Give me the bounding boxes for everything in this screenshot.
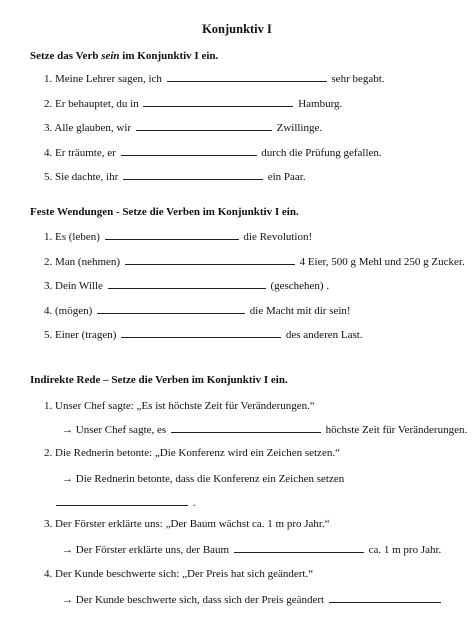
s1-item-2 xyxy=(44,96,342,111)
answer-blank[interactable] xyxy=(167,71,327,82)
s3-item-2-answer-line xyxy=(56,495,196,510)
item-text-before: Alle glauben, wir xyxy=(54,122,132,134)
item-number: 5. xyxy=(44,329,53,341)
item-text-after: ein Paar. xyxy=(267,171,306,183)
item-number: 4. xyxy=(44,305,53,317)
item-text-after: die Macht mit dir sein! xyxy=(249,305,351,317)
item-quote: Die Rednerin betonte: „Die Konferenz wird ein Zeichen setzen.“ xyxy=(55,447,340,459)
answer-blank[interactable] xyxy=(121,145,257,156)
s2-item-3 xyxy=(44,278,329,293)
s1-item-5 xyxy=(44,169,306,184)
item-number: 4. xyxy=(44,147,53,159)
item-number: 3. xyxy=(44,280,53,292)
answer-blank[interactable] xyxy=(121,327,281,338)
item-number: 2. xyxy=(44,98,53,110)
item-text-before: Man (nehmen) xyxy=(55,256,121,268)
s3-item-4-quote xyxy=(44,567,313,581)
s3-item-3-answer xyxy=(62,542,441,557)
item-text-before: Einer (tragen) xyxy=(55,329,117,341)
section2-heading: Feste Wendungen - Setze die Verben im Konjunktiv I ein. xyxy=(30,206,299,218)
answer-text-after: ca. 1 m pro Jahr. xyxy=(368,544,442,556)
s3-item-1-quote xyxy=(44,399,315,413)
s3-item-4-answer xyxy=(62,592,443,607)
s3-item-2-quote xyxy=(44,446,340,460)
item-text-after: durch die Prüfung gefallen. xyxy=(261,147,382,159)
item-quote: Unser Chef sagte: „Es ist höchste Zeit für Veränderungen.“ xyxy=(55,400,315,412)
answer-blank[interactable] xyxy=(143,96,293,107)
answer-text-before: → Der Kunde beschwerte sich, dass sich der Preis geändert xyxy=(62,594,325,606)
page-title: Konjunktiv I xyxy=(202,22,272,36)
answer-text-after: . xyxy=(192,497,196,509)
item-text-after: Hamburg. xyxy=(298,98,343,110)
answer-blank[interactable] xyxy=(171,422,321,433)
answer-blank[interactable] xyxy=(234,542,364,553)
answer-text-before: → Der Förster erklärte uns, der Baum xyxy=(62,544,230,556)
item-text-after: des anderen Last. xyxy=(285,329,363,341)
item-number: 2. xyxy=(44,256,53,268)
item-text-after: 4 Eier, 500 g Mehl und 250 g Zucker. xyxy=(299,256,465,268)
answer-text-before: → Unser Chef sagte, es xyxy=(62,424,167,436)
s3-item-3-quote xyxy=(44,517,330,531)
item-text-before: Er behauptet, du in xyxy=(55,98,139,110)
item-text-after: sehr begabt. xyxy=(331,73,385,85)
s3-item-2-answer xyxy=(62,472,344,486)
item-text-after: (geschehen) . xyxy=(270,280,330,292)
item-text-before: Dein Wille xyxy=(55,280,103,292)
s1-item-1 xyxy=(44,71,385,86)
item-number: 5. xyxy=(44,171,53,183)
answer-text-before: → Die Rednerin betonte, dass die Konferenz ein Zeichen setzen xyxy=(62,473,345,485)
answer-blank[interactable] xyxy=(125,254,295,265)
item-text-after: Zwillinge. xyxy=(276,122,323,134)
item-text-before: Er träumte, er xyxy=(55,147,116,159)
item-number: 4. xyxy=(44,568,53,580)
answer-text-after: höchste Zeit für Veränderungen. xyxy=(325,424,468,436)
answer-blank[interactable] xyxy=(136,120,272,131)
item-quote: Der Kunde beschwerte sich: „Der Preis hat sich geändert.“ xyxy=(55,568,314,580)
s2-item-5 xyxy=(44,327,363,342)
s1-item-3 xyxy=(44,120,322,135)
answer-blank[interactable] xyxy=(123,169,263,180)
answer-blank[interactable] xyxy=(97,303,245,314)
item-number: 1. xyxy=(44,231,53,243)
item-text-before: Meine Lehrer sagen, ich xyxy=(55,73,162,85)
section1-heading-post: im Konjunktiv I ein. xyxy=(119,50,219,62)
item-text-after: die Revolution! xyxy=(243,231,313,243)
s3-item-1-answer xyxy=(62,422,467,437)
s2-item-4 xyxy=(44,303,351,318)
item-number: 1. xyxy=(44,73,53,85)
section3-heading: Indirekte Rede – Setze die Verben im Konjunktiv I ein. xyxy=(30,374,288,386)
answer-blank[interactable] xyxy=(108,278,266,289)
section1-heading-pre: Setze das Verb xyxy=(30,50,102,62)
s2-item-2 xyxy=(44,254,465,269)
item-number: 2. xyxy=(44,447,53,459)
section1-heading xyxy=(30,50,218,62)
answer-blank[interactable] xyxy=(329,592,441,603)
s1-item-4 xyxy=(44,145,382,160)
section1-heading-em: sein xyxy=(101,50,120,62)
item-quote: Der Förster erklärte uns: „Der Baum wächst ca. 1 m pro Jahr.“ xyxy=(55,518,330,530)
item-number: 1. xyxy=(44,400,53,412)
item-number: 3. xyxy=(44,518,53,530)
item-text-before: (mögen) xyxy=(55,305,93,317)
item-number: 3. xyxy=(44,122,53,134)
item-text-before: Es (leben) xyxy=(55,231,100,243)
answer-blank[interactable] xyxy=(56,495,188,506)
item-text-before: Sie dachte, ihr xyxy=(55,171,119,183)
answer-blank[interactable] xyxy=(105,229,239,240)
s2-item-1 xyxy=(44,229,312,244)
